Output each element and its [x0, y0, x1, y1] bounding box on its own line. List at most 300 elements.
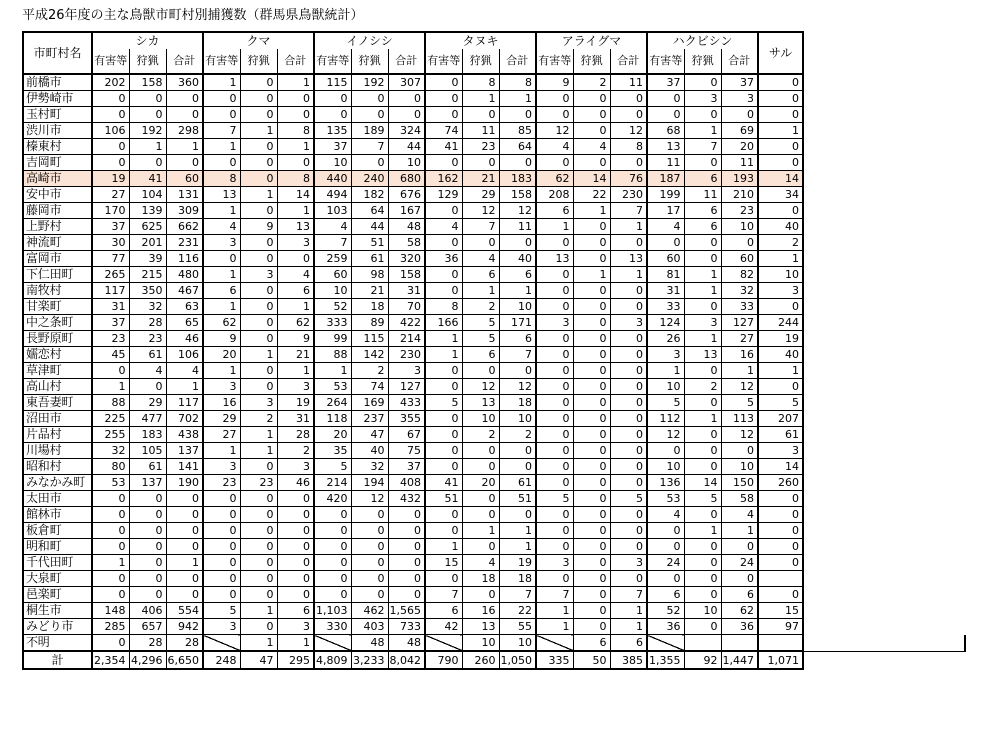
cell-hakubishin-shuryo: 0	[684, 74, 721, 91]
cell-araiguma-gokei: 1	[610, 619, 647, 635]
cell-kuma-yugai: 1	[203, 267, 240, 283]
table-row	[23, 587, 965, 603]
cell-inoshishi-yugai: 0	[314, 523, 351, 539]
cell-hakubishin-yugai: 136	[647, 475, 684, 491]
table-row	[23, 539, 965, 555]
cell-hakubishin-gokei: 3	[721, 91, 758, 107]
cell-kuma-gokei: 46	[277, 475, 314, 491]
cell-hakubishin-shuryo: 6	[684, 219, 721, 235]
cell-araiguma-gokei: 0	[610, 331, 647, 347]
municipality-name: 神流町	[23, 235, 92, 251]
cell-inoshishi-shuryo: 74	[351, 379, 388, 395]
cell-kuma-shuryo: 0	[240, 91, 277, 107]
cell-hakubishin-shuryo: 5	[684, 491, 721, 507]
municipality-name: 川場村	[23, 443, 92, 459]
cell-tanuki-shuryo: 0	[462, 155, 499, 171]
cell-shika-gokei: 0	[166, 91, 203, 107]
cell-shika-shuryo: 0	[129, 507, 166, 523]
subheader-inoshishi-gokei: 合計	[388, 49, 425, 74]
cell-inoshishi-gokei: 75	[388, 443, 425, 459]
cell-tanuki-gokei: 6	[499, 267, 536, 283]
cell-shika-yugai: 225	[92, 411, 129, 427]
cell-hakubishin-yugai: 112	[647, 411, 684, 427]
cell-kuma-yugai: 5	[203, 603, 240, 619]
cell-shika-shuryo: 137	[129, 475, 166, 491]
cell-shika-yugai: 27	[92, 187, 129, 203]
cell-shika-gokei: 942	[166, 619, 203, 635]
cell-tanuki-shuryo: 0	[462, 587, 499, 603]
cell-araiguma-yugai: 0	[536, 427, 573, 443]
cell-shika-gokei: 46	[166, 331, 203, 347]
cell-tanuki-yugai: 74	[425, 123, 462, 139]
municipality-name: 玉村町	[23, 107, 92, 123]
cell-kuma-yugai: 0	[203, 523, 240, 539]
cell-kuma-gokei: 2	[277, 443, 314, 459]
cell-araiguma-gokei: 76	[610, 171, 647, 187]
cell-inoshishi-shuryo: 0	[351, 539, 388, 555]
municipality-name: 沼田市	[23, 411, 92, 427]
cell-kuma-shuryo: 0	[240, 315, 277, 331]
cell-shika-shuryo: 0	[129, 91, 166, 107]
cell-kuma-gokei: 0	[277, 587, 314, 603]
cell-shika-shuryo: 625	[129, 219, 166, 235]
subheader-tanuki-shuryo: 狩猟	[462, 49, 499, 74]
cell-inoshishi-gokei: 230	[388, 347, 425, 363]
cell-shika-yugai: 32	[92, 443, 129, 459]
cell-tanuki-gokei: 18	[499, 395, 536, 411]
header-municipality: 市町村名	[23, 32, 92, 74]
cell-inoshishi-gokei: 58	[388, 235, 425, 251]
cell-inoshishi-gokei: 3	[388, 363, 425, 379]
cell-araiguma-shuryo: 0	[573, 555, 610, 571]
cell-inoshishi-gokei: 67	[388, 427, 425, 443]
cell-araiguma-shuryo: 1	[573, 203, 610, 219]
table-row	[23, 283, 965, 299]
cell-kuma-gokei: 4	[277, 267, 314, 283]
cell-tanuki-shuryo: 18	[462, 571, 499, 587]
cell-hakubishin-gokei: 32	[721, 283, 758, 299]
cell-shika-shuryo: 158	[129, 74, 166, 91]
cell-hakubishin-shuryo: 13	[684, 347, 721, 363]
cell-araiguma-yugai: 0	[536, 507, 573, 523]
cell-shika-shuryo: 32	[129, 299, 166, 315]
subheader-kuma-yugai: 有害等	[203, 49, 240, 74]
cell-hakubishin-shuryo: 0	[684, 155, 721, 171]
cell-shika-gokei: 0	[166, 571, 203, 587]
cell-shika-gokei: 1	[166, 379, 203, 395]
cell-araiguma-shuryo: 6	[573, 635, 610, 652]
cell-kuma-gokei: 0	[277, 539, 314, 555]
cell-inoshishi-yugai: 330	[314, 619, 351, 635]
cell-inoshishi-yugai: 88	[314, 347, 351, 363]
cell-shika-shuryo: 0	[129, 107, 166, 123]
cell-tanuki-shuryo: 1	[462, 283, 499, 299]
cell-kuma-shuryo: 0	[240, 235, 277, 251]
cell-tanuki-yugai: 36	[425, 251, 462, 267]
cell-kuma-shuryo: 0	[240, 299, 277, 315]
table-row	[23, 491, 965, 507]
cell-inoshishi-yugai: 118	[314, 411, 351, 427]
cell-tanuki-shuryo: 4	[462, 555, 499, 571]
cell-hakubishin-shuryo: 0	[684, 395, 721, 411]
cell-hakubishin-gokei: 1,447	[721, 651, 758, 669]
cell-shika-gokei: 65	[166, 315, 203, 331]
cell-kuma-gokei: 1	[277, 299, 314, 315]
cell-tanuki-shuryo: 6	[462, 267, 499, 283]
cell-hakubishin-gokei: 5	[721, 395, 758, 411]
municipality-name: 明和町	[23, 539, 92, 555]
cell-kuma-shuryo: 0	[240, 491, 277, 507]
table-row	[23, 74, 965, 91]
cell-inoshishi-gokei: 307	[388, 74, 425, 91]
cell-shika-gokei: 702	[166, 411, 203, 427]
cell-inoshishi-gokei: 167	[388, 203, 425, 219]
cell-araiguma-yugai: 1	[536, 219, 573, 235]
subheader-shika-yugai: 有害等	[92, 49, 129, 74]
table-row	[23, 203, 965, 219]
cell-inoshishi-yugai: 103	[314, 203, 351, 219]
cell-araiguma-gokei: 0	[610, 155, 647, 171]
cell-shika-yugai: 255	[92, 427, 129, 443]
cell-araiguma-gokei: 7	[610, 203, 647, 219]
cell-hakubishin-shuryo: 0	[684, 443, 721, 459]
cell-kuma-shuryo: 0	[240, 379, 277, 395]
cell-shika-shuryo: 477	[129, 411, 166, 427]
cell-saru: 0	[758, 155, 803, 171]
cell-tanuki-yugai: 0	[425, 91, 462, 107]
cell-hakubishin-gokei: 16	[721, 347, 758, 363]
cell-kuma-gokei: 13	[277, 219, 314, 235]
cell-shika-yugai: 2,354	[92, 651, 129, 669]
cell-araiguma-yugai: 0	[536, 539, 573, 555]
cell-shika-gokei: 298	[166, 123, 203, 139]
table-row	[23, 107, 965, 123]
cell-araiguma-gokei: 1	[610, 219, 647, 235]
cell-inoshishi-shuryo: 32	[351, 459, 388, 475]
cell-hakubishin-gokei: 12	[721, 427, 758, 443]
cell-shika-shuryo: 0	[129, 587, 166, 603]
cell-saru: 260	[758, 475, 803, 491]
cell-inoshishi-gokei: 37	[388, 459, 425, 475]
municipality-name: 下仁田町	[23, 267, 92, 283]
cell-saru: 34	[758, 187, 803, 203]
cell-saru: 0	[758, 587, 803, 603]
cell-tanuki-yugai: 15	[425, 555, 462, 571]
cell-araiguma-gokei: 0	[610, 427, 647, 443]
cell-hakubishin-shuryo: 1	[684, 123, 721, 139]
cell-saru: 0	[758, 74, 803, 91]
cell-saru: 244	[758, 315, 803, 331]
cell-kuma-yugai: 13	[203, 187, 240, 203]
cell-tanuki-gokei: 0	[499, 155, 536, 171]
cell-inoshishi-yugai: 10	[314, 155, 351, 171]
cell-hakubishin-yugai: 124	[647, 315, 684, 331]
cell-hakubishin-yugai: 4	[647, 507, 684, 523]
cell-saru: 40	[758, 219, 803, 235]
cell-tanuki-yugai: 41	[425, 475, 462, 491]
municipality-name: 長野原町	[23, 331, 92, 347]
cell-inoshishi-yugai: 420	[314, 491, 351, 507]
cell-tanuki-yugai: 790	[425, 651, 462, 669]
cell-tanuki-yugai: 42	[425, 619, 462, 635]
table-row	[23, 187, 965, 203]
cell-hakubishin-shuryo: 0	[684, 363, 721, 379]
cell-tanuki-gokei: 6	[499, 331, 536, 347]
cell-shika-gokei: 0	[166, 523, 203, 539]
cell-shika-yugai: 0	[92, 107, 129, 123]
cell-shika-shuryo: 28	[129, 315, 166, 331]
cell-inoshishi-shuryo: 0	[351, 107, 388, 123]
table-row	[23, 475, 965, 491]
cell-inoshishi-gokei: 432	[388, 491, 425, 507]
cell-shika-gokei: 0	[166, 587, 203, 603]
cell-inoshishi-shuryo: 115	[351, 331, 388, 347]
cell-shika-shuryo: 61	[129, 347, 166, 363]
cell-araiguma-shuryo: 0	[573, 331, 610, 347]
table-row	[23, 411, 965, 427]
subheader-tanuki-yugai: 有害等	[425, 49, 462, 74]
cell-tanuki-shuryo: 11	[462, 123, 499, 139]
header-group-araiguma: アライグマ	[536, 32, 647, 49]
table-row	[23, 619, 965, 635]
cell-shika-shuryo: 183	[129, 427, 166, 443]
subheader-kuma-shuryo: 狩猟	[240, 49, 277, 74]
cell-hakubishin-gokei: 193	[721, 171, 758, 187]
municipality-name: 上野村	[23, 219, 92, 235]
cell-hakubishin-gokei: 0	[721, 539, 758, 555]
cell-araiguma-gokei: 1	[610, 603, 647, 619]
cell-inoshishi-gokei: 0	[388, 555, 425, 571]
cell-tanuki-gokei: 0	[499, 507, 536, 523]
cell-inoshishi-yugai: 10	[314, 283, 351, 299]
cell-kuma-shuryo: 0	[240, 619, 277, 635]
cell-araiguma-shuryo: 0	[573, 91, 610, 107]
cell-inoshishi-shuryo: 403	[351, 619, 388, 635]
cell-araiguma-yugai: 3	[536, 555, 573, 571]
cell-araiguma-shuryo: 0	[573, 539, 610, 555]
table-row	[23, 427, 965, 443]
cell-tanuki-gokei: 1,050	[499, 651, 536, 669]
cell-kuma-gokei: 0	[277, 555, 314, 571]
cell-inoshishi-gokei: 1,565	[388, 603, 425, 619]
cell-hakubishin-shuryo: 14	[684, 475, 721, 491]
cell-hakubishin-gokei: 23	[721, 203, 758, 219]
cell-hakubishin-yugai: 26	[647, 331, 684, 347]
cell-araiguma-gokei: 3	[610, 315, 647, 331]
cell-shika-shuryo: 4,296	[129, 651, 166, 669]
cell-hakubishin-yugai: 81	[647, 267, 684, 283]
cell-tanuki-shuryo: 10	[462, 635, 499, 652]
cell-tanuki-yugai: 0	[425, 459, 462, 475]
cell-shika-shuryo: 1	[129, 139, 166, 155]
cell-hakubishin-shuryo: 0	[684, 459, 721, 475]
cell-shika-gokei: 1	[166, 555, 203, 571]
cell-araiguma-gokei: 0	[610, 107, 647, 123]
cell-shika-gokei: 0	[166, 491, 203, 507]
cell-kuma-yugai: 29	[203, 411, 240, 427]
subheader-inoshishi-shuryo: 狩猟	[351, 49, 388, 74]
cell-kuma-gokei: 8	[277, 123, 314, 139]
table-row	[23, 443, 965, 459]
cell-tanuki-yugai: 1	[425, 331, 462, 347]
cell-hakubishin-yugai: 5	[647, 395, 684, 411]
cell-inoshishi-shuryo: 48	[351, 635, 388, 652]
cell-shika-gokei: 554	[166, 603, 203, 619]
cell-inoshishi-yugai: 4	[314, 219, 351, 235]
cell-araiguma-gokei: 0	[610, 539, 647, 555]
cell-tanuki-gokei: 183	[499, 171, 536, 187]
cell-hakubishin-gokei: 11	[721, 155, 758, 171]
cell-inoshishi-shuryo: 237	[351, 411, 388, 427]
cell-inoshishi-gokei: 48	[388, 219, 425, 235]
cell-tanuki-gokei: 0	[499, 363, 536, 379]
cell-shika-yugai: 106	[92, 123, 129, 139]
cell-saru: 10	[758, 267, 803, 283]
cell-hakubishin-gokei	[721, 635, 758, 652]
cell-tanuki-yugai: 166	[425, 315, 462, 331]
cell-hakubishin-gokei: 0	[721, 571, 758, 587]
cell-tanuki-gokei: 0	[499, 443, 536, 459]
cell-kuma-gokei: 9	[277, 331, 314, 347]
cell-araiguma-yugai: 0	[536, 395, 573, 411]
cell-kuma-gokei: 3	[277, 379, 314, 395]
cell-kuma-shuryo: 0	[240, 331, 277, 347]
cell-inoshishi-shuryo: 89	[351, 315, 388, 331]
header-saru: サル	[758, 32, 803, 74]
cell-shika-yugai: 117	[92, 283, 129, 299]
cell-hakubishin-gokei: 36	[721, 619, 758, 635]
cell-inoshishi-gokei: 48	[388, 635, 425, 652]
cell-araiguma-gokei: 0	[610, 299, 647, 315]
table-row	[23, 507, 965, 523]
cell-shika-gokei: 438	[166, 427, 203, 443]
cell-inoshishi-shuryo: 21	[351, 283, 388, 299]
cell-tanuki-yugai: 0	[425, 283, 462, 299]
cell-saru: 0	[758, 539, 803, 555]
cell-tanuki-yugai	[425, 635, 462, 652]
cell-kuma-shuryo: 23	[240, 475, 277, 491]
cell-tanuki-shuryo: 0	[462, 507, 499, 523]
cell-araiguma-yugai: 62	[536, 171, 573, 187]
cell-shika-shuryo: 657	[129, 619, 166, 635]
cell-kuma-gokei: 0	[277, 91, 314, 107]
cell-inoshishi-gokei: 355	[388, 411, 425, 427]
cell-shika-gokei: 117	[166, 395, 203, 411]
cell-tanuki-gokei: 10	[499, 411, 536, 427]
cell-araiguma-shuryo: 0	[573, 347, 610, 363]
municipality-name: 中之条町	[23, 315, 92, 331]
cell-kuma-shuryo: 0	[240, 107, 277, 123]
cell-araiguma-shuryo: 0	[573, 155, 610, 171]
cell-hakubishin-shuryo: 1	[684, 267, 721, 283]
header-group-hakubishin: ハクビシン	[647, 32, 758, 49]
cell-inoshishi-shuryo: 0	[351, 155, 388, 171]
municipality-name: 大泉町	[23, 571, 92, 587]
cell-hakubishin-yugai: 0	[647, 235, 684, 251]
cell-kuma-yugai: 0	[203, 491, 240, 507]
cell-tanuki-shuryo: 5	[462, 315, 499, 331]
cell-araiguma-shuryo: 0	[573, 363, 610, 379]
cell-tanuki-gokei: 158	[499, 187, 536, 203]
cell-tanuki-gokei: 22	[499, 603, 536, 619]
cell-hakubishin-gokei: 113	[721, 411, 758, 427]
cell-hakubishin-shuryo: 1	[684, 283, 721, 299]
municipality-name: 昭和村	[23, 459, 92, 475]
cell-hakubishin-shuryo: 3	[684, 91, 721, 107]
cell-tanuki-shuryo: 260	[462, 651, 499, 669]
cell-tanuki-shuryo: 0	[462, 443, 499, 459]
cell-kuma-yugai: 0	[203, 107, 240, 123]
cell-shika-gokei: 106	[166, 347, 203, 363]
cell-kuma-gokei: 6	[277, 603, 314, 619]
cell-hakubishin-gokei: 6	[721, 587, 758, 603]
cell-hakubishin-gokei: 58	[721, 491, 758, 507]
cell-kuma-gokei: 0	[277, 523, 314, 539]
table-row	[23, 603, 965, 619]
cell-hakubishin-yugai: 31	[647, 283, 684, 299]
cell-inoshishi-yugai: 0	[314, 555, 351, 571]
cell-shika-yugai: 1	[92, 555, 129, 571]
cell-araiguma-yugai: 0	[536, 107, 573, 123]
cell-hakubishin-shuryo: 0	[684, 299, 721, 315]
subheader-shika-gokei: 合計	[166, 49, 203, 74]
cell-saru: 1	[758, 251, 803, 267]
cell-shika-gokei: 141	[166, 459, 203, 475]
cell-inoshishi-yugai: 0	[314, 571, 351, 587]
cell-inoshishi-gokei: 680	[388, 171, 425, 187]
cell-araiguma-shuryo: 0	[573, 459, 610, 475]
cell-shika-shuryo: 139	[129, 203, 166, 219]
cell-araiguma-yugai: 0	[536, 267, 573, 283]
cell-araiguma-yugai: 13	[536, 251, 573, 267]
cell-araiguma-gokei: 11	[610, 74, 647, 91]
cell-hakubishin-yugai: 0	[647, 91, 684, 107]
cell-shika-yugai: 265	[92, 267, 129, 283]
cell-hakubishin-shuryo: 0	[684, 427, 721, 443]
cell-inoshishi-shuryo: 40	[351, 443, 388, 459]
municipality-name: 邑楽町	[23, 587, 92, 603]
cell-saru: 0	[758, 507, 803, 523]
cell-tanuki-yugai: 0	[425, 155, 462, 171]
cell-kuma-yugai: 9	[203, 331, 240, 347]
cell-araiguma-yugai: 1	[536, 619, 573, 635]
cell-tanuki-yugai: 1	[425, 347, 462, 363]
cell-tanuki-gokei: 0	[499, 235, 536, 251]
cell-hakubishin-gokei: 0	[721, 443, 758, 459]
total-row	[23, 651, 965, 669]
cell-saru: 1	[758, 123, 803, 139]
cell-kuma-gokei: 295	[277, 651, 314, 669]
cell-hakubishin-gokei: 62	[721, 603, 758, 619]
cell-araiguma-yugai: 0	[536, 331, 573, 347]
table-row	[23, 139, 965, 155]
cell-kuma-gokei: 0	[277, 507, 314, 523]
table-row	[23, 347, 965, 363]
table-row	[23, 155, 965, 171]
cell-kuma-yugai: 3	[203, 619, 240, 635]
municipality-name: みなかみ町	[23, 475, 92, 491]
cell-saru	[758, 635, 803, 652]
cell-kuma-gokei: 21	[277, 347, 314, 363]
cell-tanuki-yugai: 0	[425, 443, 462, 459]
cell-araiguma-shuryo: 0	[573, 475, 610, 491]
cell-inoshishi-gokei: 0	[388, 571, 425, 587]
cell-hakubishin-shuryo: 0	[684, 539, 721, 555]
cell-inoshishi-shuryo: 44	[351, 219, 388, 235]
cell-shika-yugai: 0	[92, 635, 129, 652]
cell-shika-shuryo: 39	[129, 251, 166, 267]
cell-hakubishin-yugai: 0	[647, 443, 684, 459]
